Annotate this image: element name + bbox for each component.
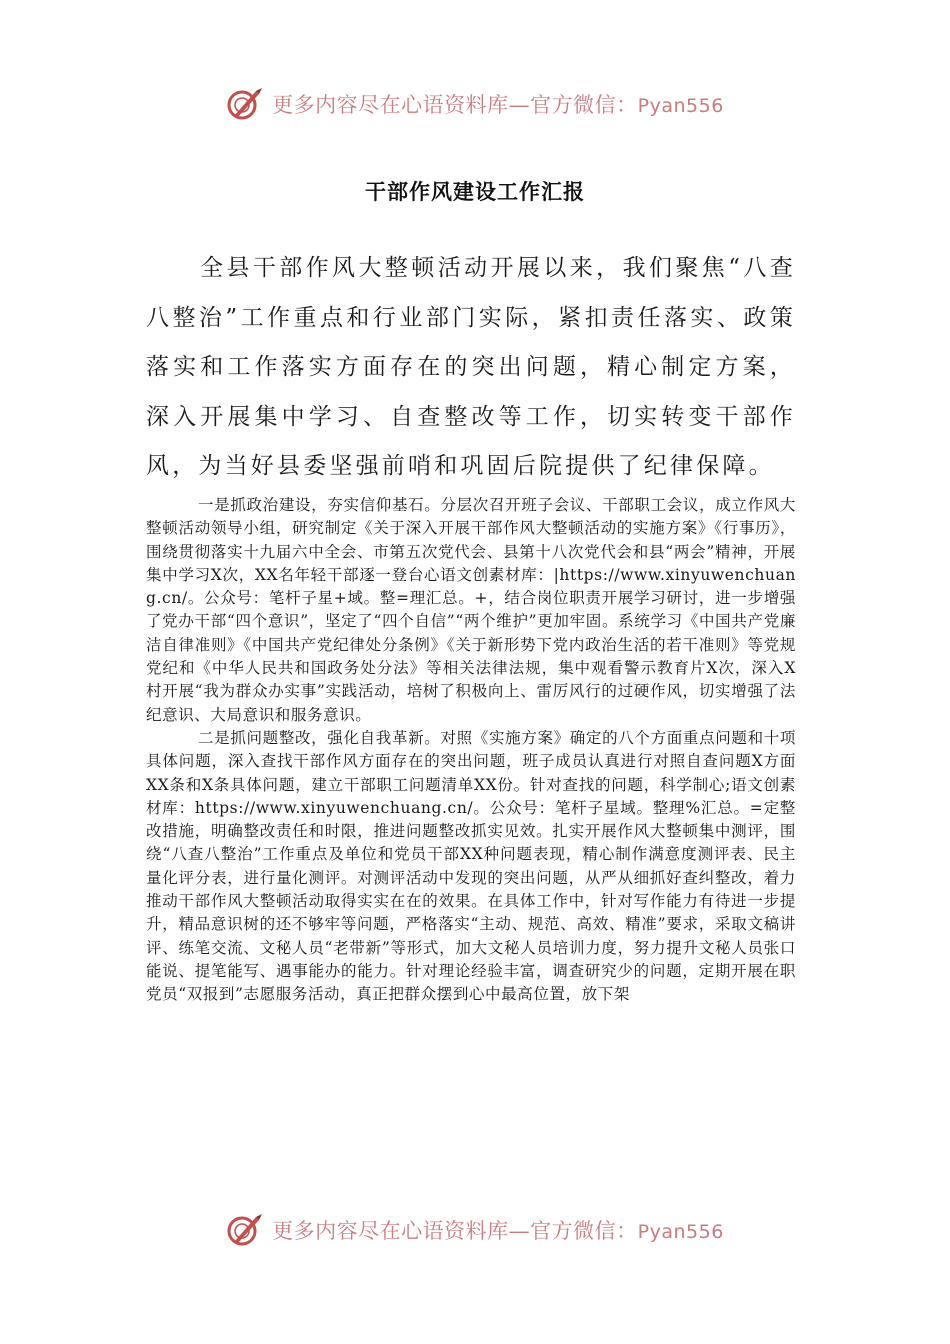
header-watermark bbox=[0, 82, 950, 126]
document-title: 干部作风建设工作汇报 bbox=[365, 180, 585, 204]
body-paragraph-1: 一是抓政治建设，夯实信仰基石。分层次召开班子会议、干部职工会议，成立作风大整顿活动领导小组，研究制定《关于深入开展干部作风大整顿活动的实施方案》《行事历》，围绕贯彻落实十九届六中全会、市第五次党代会、县第十八次党代会和县“两会”精神，开展集中学习X次，XX名年轻干部逐一登台心语文创素材库：|https://www.xinyuwenchuang.cn/。公众号：笔杆子星+域。整=理汇总。+，结合岗位职责开展学习研讨，进一步增强了党办干部“四个意识”，坚定了“四个自信”“两个维护”更加牢固。系统学习《中国共产党廉洁自律准则》《中国共产党纪律处分条例》《关于新形势下党内政治生活的若干准则》等党规党纪和《中华人民共和国政务处分法》等相关法律法规，集中观看警示教育片X次，深入X村开展“我为群众办实事”实践活动，培树了积极向上、雷厉风行的过硬作风，切实增强了法纪意识、大局意识和服务意识。 bbox=[146, 496, 796, 724]
wechat-id: Pyan556 bbox=[637, 95, 724, 117]
body-text bbox=[146, 494, 796, 1007]
watermark-text: 更多内容尽在心语资料库—官方微信：Pyan556 bbox=[272, 1219, 724, 1243]
lead-paragraph: 全县干部作风大整顿活动开展以来，我们聚焦“八查八整治”工作重点和行业部门实际，紧扣责任落实、政策落实和工作落实方面存在的突出问题，精心制定方案，深入开展集中学习、自查整改等工作，切实转变干部作风，为当好县委坚强前哨和巩固后院提供了纪律保障。 bbox=[146, 255, 796, 479]
body-paragraph-2: 二是抓问题整改，强化自我革新。对照《实施方案》确定的八个方面重点问题和十项具体问题，深入查找干部作风方面存在的突出问题，班子成员认真进行对照自查问题X方面XX条和X条具体问题，建立干部职工问题清单XX份。针对查找的问题，科学制心;语文创素材库：https://www.xinyuwenchuang.cn/。公众号：笔杆子星域。整理%汇总。=定整改措施，明确整改责任和时限，推进问题整改抓实见效。扎实开展作风大整顿集中测评，围绕“八查八整治”工作重点及单位和党员干部XX种问题表现，精心制作满意度测评表、民主量化评分表，进行量化测评。对测评活动中发现的突出问题，从严从细抓好查纠整改，着力推动干部作风大整顿活动取得实实在在的效果。在具体工作中，针对写作能力有待进一步提升，精品意识树的还不够牢等问题，严格落实“主动、规范、高效、精准”要求，采取文稿讲评、练笔交流、文秘人员“老带新”等形式，加大文秘人员培训力度，努力提升文秘人员张口能说、提笔能写、遇事能办的能力。针对理论经验丰富，调查研究少的问题，定期开展在职党员“双报到”志愿服务活动，真正把群众摆到心中最高位置，放下架 bbox=[146, 728, 796, 1004]
quill-logo-icon bbox=[226, 86, 264, 122]
wechat-id: Pyan556 bbox=[637, 1221, 724, 1243]
watermark-text: 更多内容尽在心语资料库—官方微信：Pyan556 bbox=[272, 93, 724, 117]
quill-logo-icon bbox=[226, 1212, 264, 1248]
footer-watermark bbox=[0, 1208, 950, 1252]
